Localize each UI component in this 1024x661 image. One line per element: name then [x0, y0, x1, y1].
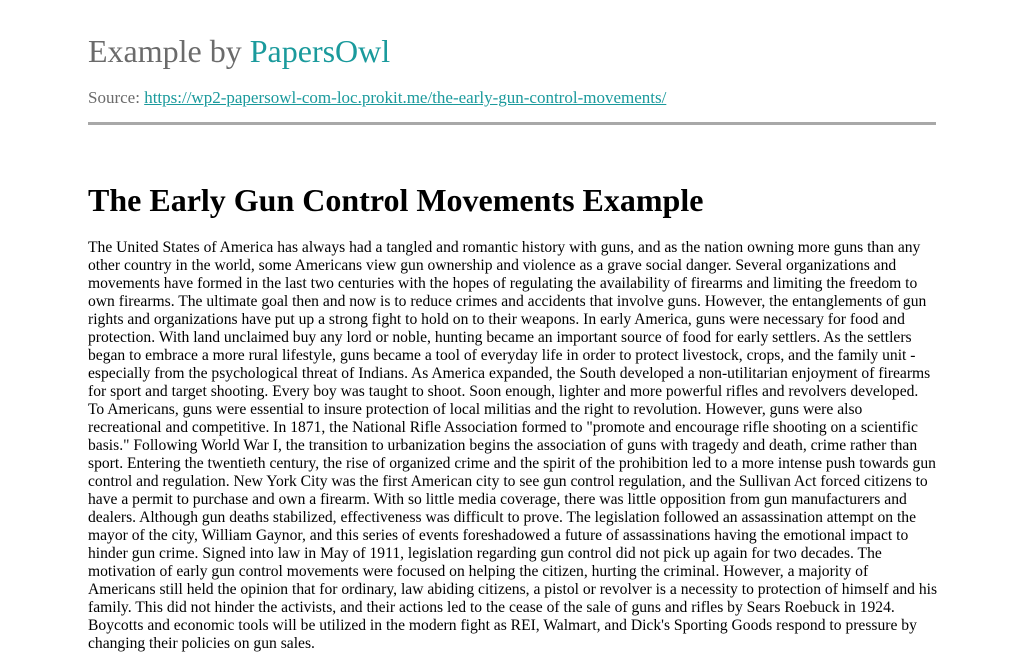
article-title: The Early Gun Control Movements Example — [88, 182, 704, 218]
article-body: The United States of America has always had a tangled and romantic history with guns, and as the nation owning more guns than any other country in the world, some Americans view gun ownership and violence as a grave social danger. Several organizations and movements have formed in the last two centuries with the hopes of regulating the availability of firearms and limiting the freedom to own firearms. The ultimate goal then and now is to reduce crimes and accidents that involve guns. However, the entanglements of gun rights and organizations have put up a strong fight to hold on to their weapons. In early America, guns were necessary for food and protection. With land unclaimed buy any lord or noble, hunting became an important source of food for early settlers. As the settlers began to embrace a more rural lifestyle, guns became a tool of everyday life in order to protect livestock, crops, and the family unit - especially from the psychological threat of Indians. As America expanded, the South developed a non-utilitarian enjoyment of firearms for sport and target shooting. Every boy was taught to shoot. Soon enough, lighter and more powerful rifles and revolvers developed. To Americans, guns were essential to insure protection of local militias and the right to revolution. However, guns were also recreational and competitive. In 1871, the National Rifle Association formed to "promote and encourage rifle shooting on a scientific basis." Following World War I, the transition to urbanization begins the association of guns with tragedy and death, crime rather than sport. Entering the twentieth century, the rise of organized crime and the spirit of the prohibition led to a more intense push towards gun control and regulation. New York City was the first American city to see gun control regulation, and the Sullivan Act forced citizens to have a permit to purchase and own a firearm. With so little media coverage, there was little opposition from gun manufacturers and dealers. Although gun deaths stabilized, effectiveness was difficult to prove. The legislation followed an assassination attempt on the mayor of the city, William Gaynor, and this series of events foreshadowed a future of assassinations having the emotional impact to hinder gun crime. Signed into law in May of 1911, legislation regarding gun control did not pick up again for two decades. The motivation of early gun control movements were focused on helping the citizen, hurting the criminal. However, a majority of Americans still held the opinion that for ordinary, law abiding citizens, a pistol or revolver is a necessity to protection of himself and his family. This did not hinder the activists, and their actions led to the cease of the sale of guns and rifles by Sears Roebuck in 1924. Boycotts and economic tools will be utilized in the modern fight as REI, Walmart, and Dick's Sporting Goods respond to pressure by changing their policies on gun sales. — [88, 239, 938, 652]
source-link[interactable]: https://wp2-papersowl-com-loc.prokit.me/the-early-gun-control-movements/ — [144, 88, 667, 107]
brand-header — [88, 33, 390, 69]
source-line — [88, 88, 666, 108]
brand-prefix: Example by — [88, 33, 250, 69]
header-divider — [88, 122, 936, 125]
source-label: Source: — [88, 88, 145, 107]
brand-name: PapersOwl — [249, 33, 391, 69]
